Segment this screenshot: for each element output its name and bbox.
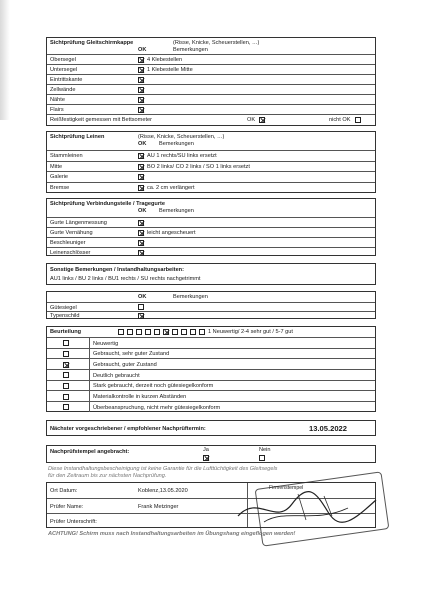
beurteilung-row xyxy=(47,369,375,380)
beurteilung-section xyxy=(46,326,376,412)
leinen-title: Sichtprüfung Leinen xyxy=(50,134,105,140)
beurteilung-row-label: Materialkontrolle in kurzen Abständen xyxy=(93,393,187,400)
reiss-nicht-ok-checkbox[interactable] xyxy=(355,117,361,123)
stempel-section xyxy=(46,445,376,463)
beurteilung-row-label: Gebraucht, sehr guter Zustand xyxy=(93,351,170,358)
siegel-checkbox[interactable] xyxy=(138,304,144,310)
beurteilung-divider xyxy=(89,359,90,369)
siegel-row xyxy=(47,302,375,311)
leinen-row-label: Mitte xyxy=(50,163,63,170)
beurteilung-scale-text: 1 Neuwertig/ 2-4 sehr gut / 5-7 gut xyxy=(208,329,293,335)
beurteilung-divider xyxy=(89,349,90,359)
beurteilung-divider xyxy=(89,370,90,380)
leinen-rows xyxy=(47,150,375,192)
kappe-row xyxy=(47,94,375,104)
kappe-row-label: Eintrittskante xyxy=(50,77,83,83)
stempel-label: Nachprüfstempel angebracht: xyxy=(50,449,130,455)
kappe-hint: (Risse, Knicke, Scheuerstellen, …) xyxy=(173,40,260,46)
leinen-ok-header: OK xyxy=(138,141,147,147)
verbindung-checkbox[interactable] xyxy=(138,230,144,236)
leinen-checkbox[interactable] xyxy=(138,185,144,191)
stamp-label: Firmenstempel xyxy=(269,485,304,491)
kappe-row xyxy=(47,104,375,114)
kappe-row-remark: 1 Klebestelle Mitte xyxy=(147,67,193,73)
beurteilung-checkbox[interactable] xyxy=(63,362,69,368)
siegel-row-label: Gütesiegel xyxy=(50,304,77,311)
verbindung-rows xyxy=(47,217,375,257)
kappe-row-remark: 4 Klebestellen xyxy=(147,57,183,63)
reiss-ok-checkbox[interactable] xyxy=(259,117,265,123)
leinen-row-label: Galerie xyxy=(50,174,69,180)
handwritten-signature xyxy=(228,486,388,530)
leinen-row xyxy=(47,182,375,193)
leinen-checkbox[interactable] xyxy=(138,153,144,159)
beurteilung-row xyxy=(47,337,375,348)
kappe-row xyxy=(47,64,375,74)
leinen-row-remark: BO 2 links/ CO 2 links / SO 1 links ersetzt xyxy=(147,163,250,170)
leinen-checkbox[interactable] xyxy=(138,174,144,180)
verbindung-checkbox[interactable] xyxy=(138,240,144,246)
leinen-checkbox[interactable] xyxy=(138,164,144,170)
siegel-checkbox[interactable] xyxy=(138,313,144,319)
kappe-remarks-header: Bemerkungen xyxy=(173,47,208,53)
beurteilung-row xyxy=(47,390,375,401)
verbindung-checkbox[interactable] xyxy=(138,220,144,226)
beurteilung-divider xyxy=(89,402,90,412)
kappe-checkbox[interactable] xyxy=(138,57,144,63)
verbindung-row xyxy=(47,227,375,237)
beurteilung-divider xyxy=(89,381,90,391)
leinen-row-label: Bremse xyxy=(50,184,70,191)
beurteilung-scale-box[interactable] xyxy=(118,329,124,335)
leinen-row xyxy=(47,150,375,161)
verbindung-title: Sichtprüfung Verbindungsteile / Tragegurte xyxy=(50,201,165,207)
kappe-row-label: Nähte xyxy=(50,97,65,103)
stempel-nein-label: Nein xyxy=(259,447,271,453)
verbindung-row-label: Beschleuniger xyxy=(50,240,86,246)
kappe-checkbox[interactable] xyxy=(138,97,144,103)
unterschrift-label: Prüfer Unterschrift: xyxy=(50,519,97,525)
siegel-row-label: Typenschild xyxy=(50,313,80,319)
beurteilung-checkbox[interactable] xyxy=(63,340,69,346)
kappe-checkbox[interactable] xyxy=(138,87,144,93)
beurteilung-checkbox[interactable] xyxy=(63,404,69,410)
kappe-title: Sichtprüfung Gleitschirmkappe xyxy=(50,40,134,46)
beurteilung-scale-box[interactable] xyxy=(199,329,205,335)
kappe-row-label: Zellwände xyxy=(50,87,76,93)
kappe-ok-header: OK xyxy=(138,47,147,53)
stempel-ja-checkbox[interactable] xyxy=(203,455,209,461)
beurteilung-scale-box[interactable] xyxy=(127,329,133,335)
disclaimer-line-1: Diese Instandhaltungsbescheinigung ist keine Garantie für die Lufttüchtigkeit des Gleitsegels xyxy=(48,466,278,472)
verbindung-row xyxy=(47,237,375,247)
beurteilung-row xyxy=(47,380,375,391)
leinen-hint: (Risse, Knicke, Scheuerstellen, …) xyxy=(138,134,225,140)
sonstige-section xyxy=(46,263,376,285)
siegel-section xyxy=(46,291,376,319)
naechster-section xyxy=(46,420,376,436)
beurteilung-rows xyxy=(47,337,375,412)
beurteilung-scale-box[interactable] xyxy=(172,329,178,335)
stempel-nein-checkbox[interactable] xyxy=(259,455,265,461)
beurteilung-title: Beurteilung xyxy=(50,329,82,335)
beurteilung-divider xyxy=(89,391,90,401)
kappe-row-label: Flairs xyxy=(50,107,64,113)
siegel-remarks-header: Bemerkungen xyxy=(173,294,208,300)
naechster-date: 13.05.2022 xyxy=(309,424,348,433)
sonstige-title: Sonstige Bemerkungen / Instandhaltungsarbeiten: xyxy=(50,267,184,273)
kappe-checkbox[interactable] xyxy=(138,77,144,83)
leinen-row-label: Stammleinen xyxy=(50,153,83,159)
beurteilung-scale-box[interactable] xyxy=(181,329,187,335)
verbindung-row xyxy=(47,217,375,227)
siegel-ok-header: OK xyxy=(138,294,147,300)
siegel-row xyxy=(47,311,375,320)
reiss-ok-label: OK xyxy=(247,116,256,123)
ort-value: Koblenz,13.05.2020 xyxy=(138,488,188,494)
pruefer-label: Prüfer Name: xyxy=(50,504,84,510)
naechster-label: Nächster vorgeschriebener / empfohlener Nachprüftermin: xyxy=(50,426,206,432)
beurteilung-row xyxy=(47,358,375,369)
beurteilung-row-label: Überbeanspruchung, nicht mehr gütesiegelkonform xyxy=(93,404,221,411)
beurteilung-row xyxy=(47,401,375,412)
stempel-ja-label: Ja xyxy=(203,447,209,453)
beurteilung-checkbox[interactable] xyxy=(63,372,69,378)
leinen-row xyxy=(47,171,375,182)
verbindung-row-remark: leicht angescheuert xyxy=(147,230,196,236)
beurteilung-scale-box[interactable] xyxy=(190,329,196,335)
leinen-row-remark: ca. 2 cm verlängert xyxy=(147,184,195,191)
pruefer-value: Frank Metzinger xyxy=(138,504,179,510)
leinen-remarks-header: Bemerkungen xyxy=(159,141,194,147)
scan-shadow xyxy=(0,0,10,120)
kappe-rows xyxy=(47,54,375,114)
verbindung-row xyxy=(47,247,375,257)
beurteilung-row-label: Stark gebraucht, derzeit noch gütesiegelkonform xyxy=(93,383,214,390)
leinen-section xyxy=(46,131,376,193)
disclaimer-line-2: für den Zeitraum bis zur nächsten Nachprüfung. xyxy=(48,473,167,479)
verbindung-ok-header: OK xyxy=(138,208,147,214)
warning-text: ACHTUNG! Schirm muss nach Instandhaltungsarbeiten im Übungshang eingeflogen werden! xyxy=(48,531,296,537)
leinen-row-remark: AU 1 rechts/SU links ersetzt xyxy=(147,153,217,159)
kappe-row xyxy=(47,74,375,84)
verbindung-section xyxy=(46,198,376,256)
beurteilung-row xyxy=(47,348,375,359)
beurteilung-row-label: Deutlich gebraucht xyxy=(93,372,140,379)
beurteilung-row-label: Gebraucht, guter Zustand xyxy=(93,361,157,368)
beurteilung-scale-box[interactable] xyxy=(136,329,142,335)
verbindung-row-label: Gurte Vernähung xyxy=(50,230,93,236)
verbindung-row-label: Leinenschlösser xyxy=(50,250,91,256)
verbindung-remarks-header: Bemerkungen xyxy=(159,208,194,214)
siegel-rows xyxy=(47,302,375,319)
verbindung-row-label: Gurte Längenmessung xyxy=(50,220,107,226)
kappe-row-label: Obersegel xyxy=(50,57,76,63)
beurteilung-checkbox[interactable] xyxy=(63,351,69,357)
beurteilung-checkbox[interactable] xyxy=(63,394,69,400)
reiss-nicht-ok-label: nicht OK xyxy=(329,116,351,123)
kappe-section xyxy=(46,37,376,126)
reiss-label: Reißfestigkeit gemessen mit Bettsometer xyxy=(50,116,152,123)
kappe-checkbox[interactable] xyxy=(138,107,144,113)
beurteilung-row-label: Neuwertig xyxy=(93,340,119,347)
sonstige-text: AU1 links / BU 2 links / BU1 rechts / SU rechts nachgetrimmt xyxy=(50,276,201,282)
beurteilung-checkbox[interactable] xyxy=(63,383,69,389)
kappe-checkbox[interactable] xyxy=(138,67,144,73)
leinen-row xyxy=(47,161,375,172)
kappe-row xyxy=(47,54,375,64)
beurteilung-divider xyxy=(89,338,90,348)
kappe-row-label: Untersegel xyxy=(50,67,78,73)
beurteilung-scale-box[interactable] xyxy=(163,329,169,335)
beurteilung-scale-box[interactable] xyxy=(154,329,160,335)
verbindung-checkbox[interactable] xyxy=(138,250,144,256)
ort-label: Ort Datum: xyxy=(50,488,78,494)
kappe-reiss-row xyxy=(47,114,375,123)
beurteilung-scale-box[interactable] xyxy=(145,329,151,335)
kappe-row xyxy=(47,84,375,94)
